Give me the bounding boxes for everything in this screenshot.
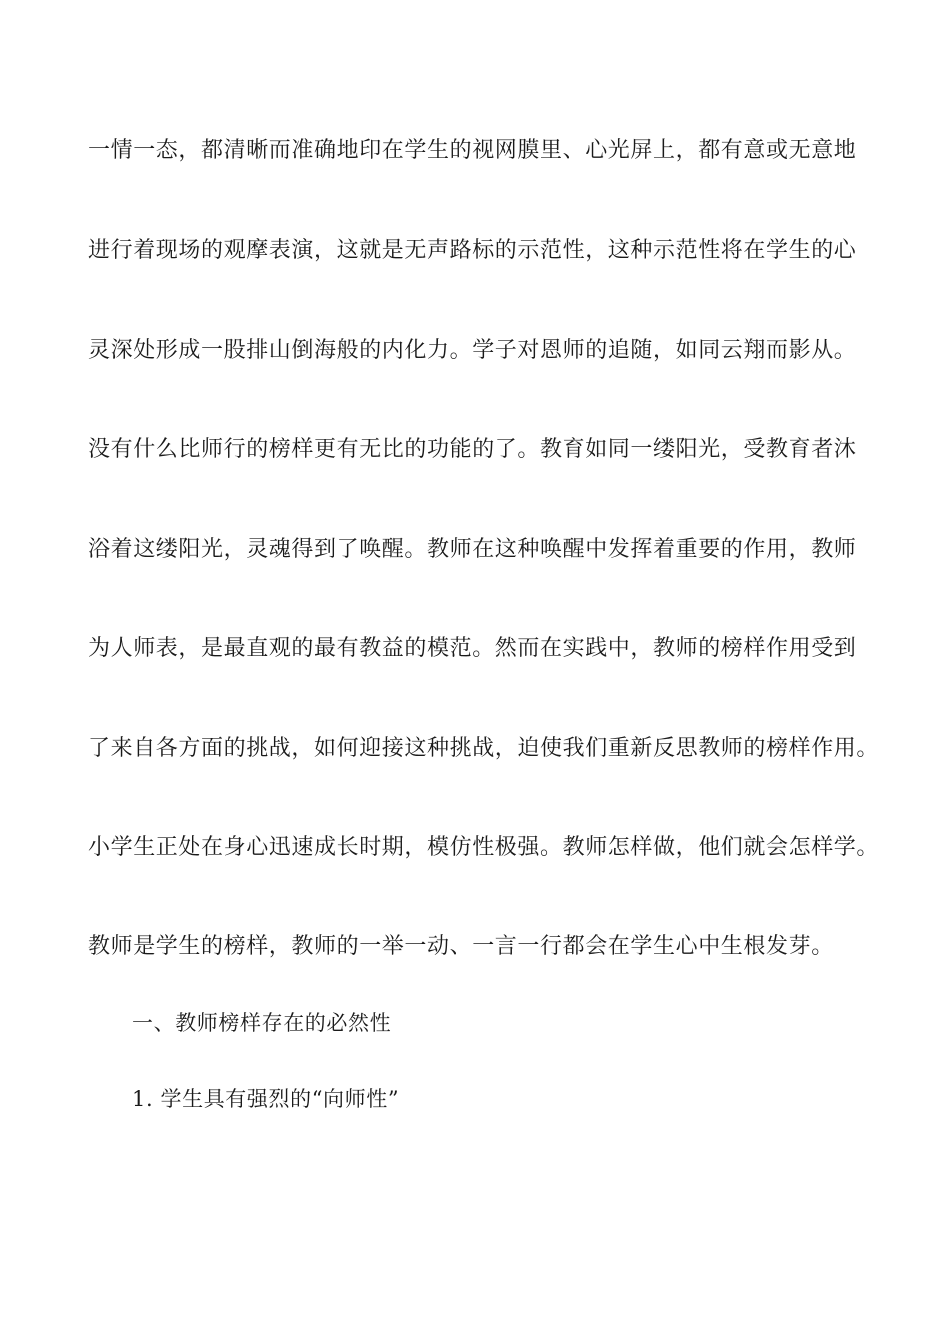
- subsection-heading: 1. 学生具有强烈的“向师性”: [132, 1087, 400, 1111]
- paragraph-line-9: 教师是学生的榜样，教师的一举一动、一言一行都会在学生心中生根发芽。: [88, 934, 834, 959]
- paragraph-line-2: 进行着现场的观摩表演，这就是无声路标的示范性，这种示范性将在学生的心: [88, 238, 857, 263]
- paragraph-line-5: 浴着这缕阳光，灵魂得到了唤醒。教师在这种唤醒中发挥着重要的作用，教师: [88, 537, 857, 562]
- paragraph-line-1: 一情一态，都清晰而准确地印在学生的视网膜里、心光屏上，都有意或无意地: [88, 138, 857, 163]
- paragraph-line-4: 没有什么比师行的榜样更有无比的功能的了。教育如同一缕阳光，受教育者沐: [88, 437, 857, 462]
- section-heading: 一、教师榜样存在的必然性: [132, 1011, 392, 1035]
- paragraph-line-8: 小学生正处在身心迅速成长时期，模仿性极强。教师怎样做，他们就会怎样学。: [88, 835, 880, 860]
- paragraph-line-7: 了来自各方面的挑战，如何迎接这种挑战，迫使我们重新反思教师的榜样作用。: [88, 736, 880, 761]
- paragraph-line-3: 灵深处形成一股排山倒海般的内化力。学子对恩师的追随，如同云翔而影从。: [88, 338, 857, 363]
- paragraph-line-6: 为人师表，是最直观的最有教益的模范。然而在实践中，教师的榜样作用受到: [88, 636, 857, 661]
